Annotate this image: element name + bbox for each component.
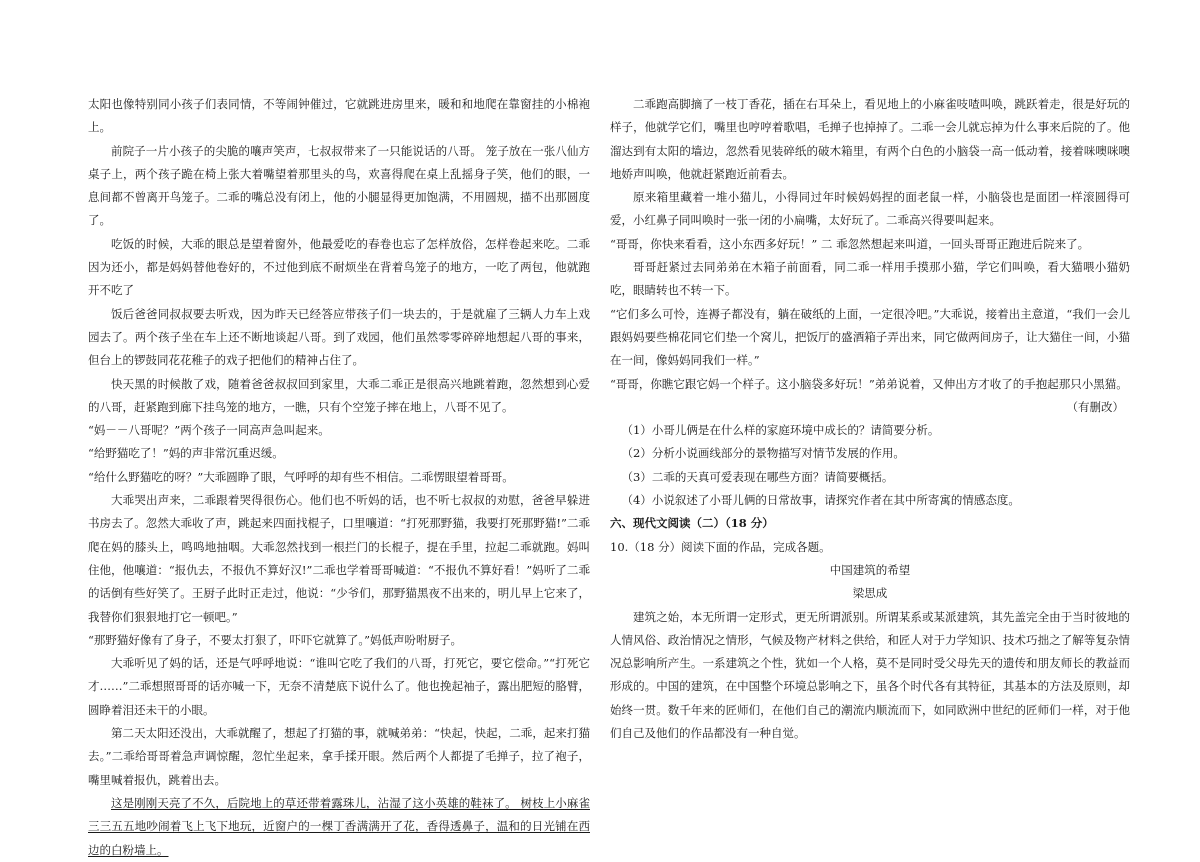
right-column-paragraph: 六、现代文阅读（二）（18 分） — [610, 516, 774, 531]
left-column-paragraph: 大乖听见了妈的话，还是气呼呼地说：“谁叫它吃了我们的八哥，打死它，要它偿命。”“打死它才……”二乖想照哥哥的话亦喊一下，无奈不清楚底下说什么了。他也挽起袖子，露出肥短的胳臂，圆睁着泪还未干的小眼。 — [88, 656, 590, 717]
left-column-paragraph: “那野猫好像有了身子，不要太打狠了，吓吓它就算了。”妈低声吩咐厨子。 — [88, 632, 463, 647]
right-column-paragraph: “它们多么可怜，连褥子都没有，躺在破纸的上面，一定很冷吧。”大乖说，接着出主意道，“我们一会儿跟妈妈要些棉花同它们垫一个窝儿，把饭厅的盛酒箱子弄出来，同它做两间房子，让大猫住一间，小猫在一间，像妈妈同我们一样。” — [610, 306, 1130, 368]
right-column-paragraph: （3）二乖的天真可爱表现在哪些方面？请简要概括。 — [621, 469, 894, 484]
left-column-paragraph: 吃饭的时候，大乖的眼总是望着窗外，他最爱吃的春卷也忘了怎样放俗，怎样卷起来吃。二乖因为还小，都是妈妈替他卷好的，不过他到底不耐烦坐在背着鸟笼子的地方，一吃了两包，他就跑开不吃了 — [88, 236, 590, 298]
right-column-paragraph: （4）小说叙述了小哥儿俩的日常故事，请探究作者在其中所寄寓的情感态度。 — [621, 493, 1020, 508]
right-column-paragraph: 梁思成 — [852, 586, 888, 601]
left-column-paragraph: “给野猫吃了！”妈的声非常沉重迟缓。 — [88, 446, 284, 461]
left-column-paragraph: 饭后爸爸同叔叔要去听戏，因为昨天已经答应带孩子们一块去的，于是就雇了三辆人力车上戏园去了。两个孩子坐在车上还不断地谈起八哥。到了戏园，他们虽然零零碎碎地想起八哥的事来，但台上的锣鼓同花花稚子的戏子把他们的精神占住了。 — [88, 306, 590, 368]
right-column — [610, 93, 1130, 745]
left-column-paragraph: 太阳也像特别同小孩子们表同情，不等闹钟催过，它就跳进房里来，暖和和地爬在靠窗挂的小棉袍上。 — [88, 97, 590, 135]
right-column-paragraph: 建筑之始，本无所谓一定形式，更无所谓派别。所谓某系或某派建筑，其先盖完全由于当时彼地的人情风俗、政治情况之情形，气候及物产材料之供给，和匠人对于力学知识、技术巧拙之了解等复杂情况总影响所产生。一系建筑之个性，犹如一个人格，莫不是同时受父母先天的遗传和朋友师长的教益而形成的。中国的建筑，在中国整个环境总影响之下，虽各个时代各有其特征，其基本的方法及原则，却始终一贯。数千年来的匠师们，在他们自己的潮流内顺流而下，如同欧洲中世纪的匠师们一样，对于他们自己及他们的作品都没有一种自觉。 — [610, 609, 1130, 741]
right-column-paragraph: 二乖跑高脚摘了一枝丁香花，插在右耳朵上，看见地上的小麻雀吱喳叫唤，跳跃着走，很是好玩的样子，他就学它们，嘴里也哼哼着歌唱，毛掸子也掉掉了。二乖一会儿就忘掉为什么事来后院的了。他溜达到有太阳的墙边，忽然看见装碎纸的破木箱里，有两个白色的小脑袋一高一低动着，接着咪噢咪噢地娇声叫唤，他就赶紧跑近前看去。 — [610, 97, 1130, 181]
left-column-paragraph: “妈－－八哥呢？”两个孩子一同高声急叫起来。 — [88, 423, 330, 438]
left-column-paragraph: 这是刚刚天亮了不久，后院地上的草还带着露珠儿，沾湿了这小英雄的鞋袜了。 树枝上小麻雀三三五五地吵闹着飞上飞下地玩，近窗户的一棵丁香满满开了花，香得透鼻子，温和的日光铺在西边的白粉墙上。 — [88, 795, 590, 857]
right-column-paragraph: 哥哥赶紧过去同弟弟在木箱子前面看，同二乖一样用手摸那小猫，学它们叫唤，看大猫喂小猫奶吃，眼睛转也不转一下。 — [610, 260, 1130, 298]
right-column-paragraph: “哥哥，你瞧它跟它妈一个样子。这小脑袋多好玩！”弟弟说着，又伸出方才收了的手抱起那只小黑猫。 — [610, 376, 1128, 391]
left-column-paragraph: 前院子一片小孩子的尖脆的嚷声笑声，七叔叔带来了一只能说话的八哥。 笼子放在一张八仙方桌子上，两个孩子跪在椅上张大着嘴望着那里头的鸟，欢喜得爬在桌上乱摇身子笑，他们的眼，一息间都不曾离开鸟笼子。二乖的嘴总没有闭上，他的小腿显得更加饱满，不用圆规，描不出那圆度了。 — [88, 143, 590, 228]
right-column-paragraph: （2）分析小说画线部分的景物描写对情节发展的作用。 — [621, 446, 905, 461]
left-column — [88, 93, 590, 862]
left-column-paragraph: 快天黑的时候散了戏，随着爸爸叔叔回到家里，大乖二乖正是很高兴地跳着跑，忽然想到心爱的八哥，赶紧跑到廊下挂鸟笼的地方，一瞧，只有个空笼子摔在地上，八哥不见了。 — [88, 376, 590, 414]
right-column-paragraph: （1）小哥儿俩是在什么样的家庭环境中成长的？请简要分析。 — [621, 423, 940, 438]
right-column-paragraph: 中国建筑的希望 — [829, 562, 911, 577]
left-column-paragraph: 第二天太阳还没出，大乖就醒了，想起了打猫的事，就喊弟弟：“快起，快起，二乖，起来打猫去。”二乖给哥哥着急声调惊醒，忽忙坐起来，拿手揉开眼。然后两个人都提了毛掸子，拉了袍子，嘴里喊着报仇，跳着出去。 — [88, 726, 590, 787]
left-column-paragraph: 大乖哭出声来，二乖跟着哭得很伤心。他们也不听妈的话，也不听七叔叔的劝慰，爸爸早躲进书房去了。忽然大乖收了声，跳起来四面找棍子，口里嚷道：“打死那野猫，我要打死那野猫!”二乖爬在妈的膝头上，鸣鸣地抽咽。大乖忽然找到一根拦门的长棍子，提在手里，拉起二乖就跑。妈叫住他，他嚷道：“报仇去，不报仇不算好汉!”二乖也学着哥哥喊道：“不报仇不算好看！”妈听了二乖的话倒有些好笑了。王厨子此时正走过，他说：“少爷们，那野猫黑夜不出来的，明儿早上它来了，我替你们狠狠地打它一顿吧。” — [88, 493, 590, 624]
left-column-paragraph: “给什么野猫吃的呀？”大乖圆睁了眼，气呼呼的却有些不相信。二乖愣眼望着哥哥。 — [88, 469, 514, 484]
right-column-paragraph: 10.（18 分）阅读下面的作品，完成各题。 — [610, 539, 831, 554]
right-column-paragraph: “哥哥，你快来看看，这小东西多好玩！” 二 乖忽然想起来叫道，一回头哥哥正跑进后院来了。 — [610, 236, 1090, 251]
right-column-paragraph: 原来箱里藏着一堆小猫儿，小得同过年时候妈妈捏的面老鼠一样，小脑袋也是面团一样滚圆得可爱，小红鼻子同叫唤时一张一闭的小扁嘴，太好玩了。二乖高兴得要叫起来。 — [610, 190, 1130, 228]
right-column-paragraph: （有删改） — [1066, 399, 1124, 414]
